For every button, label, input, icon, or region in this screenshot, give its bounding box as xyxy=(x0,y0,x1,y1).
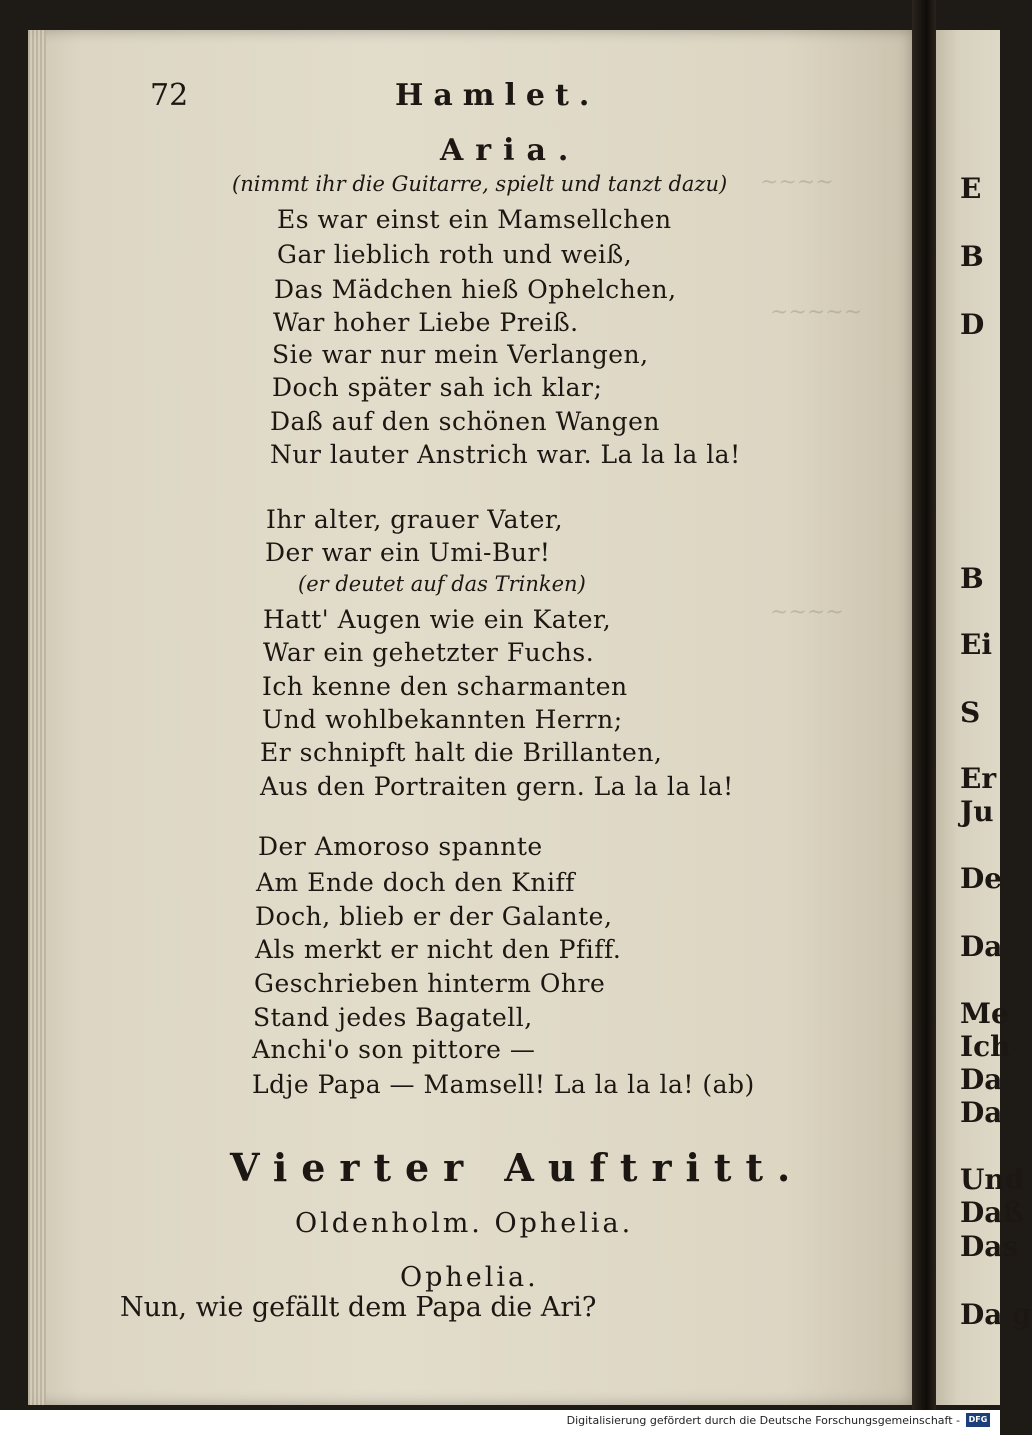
verse-line: Der Amoroso spannte xyxy=(258,832,543,861)
scene-cast: Oldenholm. Ophelia. xyxy=(295,1208,634,1239)
verse-line: Es war einst ein Mamsellchen xyxy=(277,205,672,234)
verse-line: Aus den Portraiten gern. La la la la! xyxy=(260,772,734,801)
right-fragment: Ich xyxy=(960,1030,1011,1063)
verse-line: Doch, blieb er der Galante, xyxy=(255,902,613,931)
running-head: Hamlet. xyxy=(395,78,600,113)
right-fragment: Und xyxy=(960,1163,1025,1196)
right-fragment: E xyxy=(960,172,982,205)
speech-line: Nun, wie gefällt dem Papa die Ari? xyxy=(120,1292,597,1323)
right-page-fragments xyxy=(960,0,1032,1410)
scene-heading: Vierter Auftritt. xyxy=(230,1145,805,1190)
right-fragment: B xyxy=(960,562,984,595)
verse-line: Ldje Papa — Mamsell! La la la la! (ab) xyxy=(252,1070,755,1099)
stage-direction: (nimmt ihr die Guitarre, spielt und tanzt dazu) xyxy=(232,172,728,196)
dfg-logo: DFG xyxy=(966,1413,990,1427)
book-gutter xyxy=(912,0,936,1435)
verse-line: Am Ende doch den Kniff xyxy=(256,868,576,897)
bleed-through-mark: ~~~~ xyxy=(770,600,844,625)
verse-line: Das Mädchen hieß Ophelchen, xyxy=(274,275,677,304)
right-fragment: Er xyxy=(960,762,997,795)
right-fragment: S xyxy=(960,696,981,729)
verse-line: Stand jedes Bagatell, xyxy=(253,1003,533,1032)
verse-line: Daß auf den schönen Wangen xyxy=(270,407,661,436)
verse-line: Als merkt er nicht den Pfiff. xyxy=(255,935,622,964)
right-fragment: D xyxy=(960,308,985,341)
page-number: 72 xyxy=(150,78,189,113)
aria-heading: Aria. xyxy=(440,133,581,168)
bleed-through-mark: ~~~~~ xyxy=(770,300,863,325)
stage-direction: (er deutet auf das Trinken) xyxy=(298,572,586,596)
speaker-name: Ophelia. xyxy=(400,1262,539,1293)
right-fragment: Da xyxy=(960,1096,1003,1129)
right-fragment: Ei xyxy=(960,628,992,661)
verse-line: Geschrieben hinterm Ohre xyxy=(254,969,606,998)
verse-line: Hatt' Augen wie ein Kater, xyxy=(263,605,612,634)
right-fragment: Das xyxy=(960,1230,1019,1263)
verse-line: Doch später sah ich klar; xyxy=(272,373,603,402)
verse-line: Anchi'o son pittore — xyxy=(252,1035,536,1064)
verse-line: War hoher Liebe Preiß. xyxy=(273,308,579,337)
right-fragment: B xyxy=(960,240,984,273)
verse-line: Der war ein Umi-Bur! xyxy=(265,538,551,567)
funding-credit: Digitalisierung gefördert durch die Deutsche Forschungsgemeinschaft - xyxy=(566,1414,960,1427)
verse-line: Er schnipft halt die Brillanten, xyxy=(260,738,663,767)
verse-line: War ein gehetzter Fuchs. xyxy=(263,638,595,667)
verse-line: Nur lauter Anstrich war. La la la la! xyxy=(270,440,741,469)
verse-line: Ihr alter, grauer Vater, xyxy=(266,505,564,534)
right-fragment: Da g xyxy=(960,1298,1032,1331)
right-fragment: Da xyxy=(960,1063,1003,1096)
right-fragment: Da xyxy=(960,930,1003,963)
right-fragment: Daß xyxy=(960,1196,1024,1229)
verse-line: Sie war nur mein Verlangen, xyxy=(272,340,649,369)
right-fragment: Me xyxy=(960,997,1009,1030)
verse-line: Ich kenne den scharmanten xyxy=(262,672,628,701)
right-fragment: De xyxy=(960,862,1003,895)
right-fragment: Ju xyxy=(960,795,994,828)
verse-line: Und wohlbekannten Herrn; xyxy=(262,705,623,734)
verse-line: Gar lieblich roth und weiß, xyxy=(277,240,633,269)
bleed-through-mark: ~~~~ xyxy=(760,170,834,195)
page-edge xyxy=(28,30,46,1405)
